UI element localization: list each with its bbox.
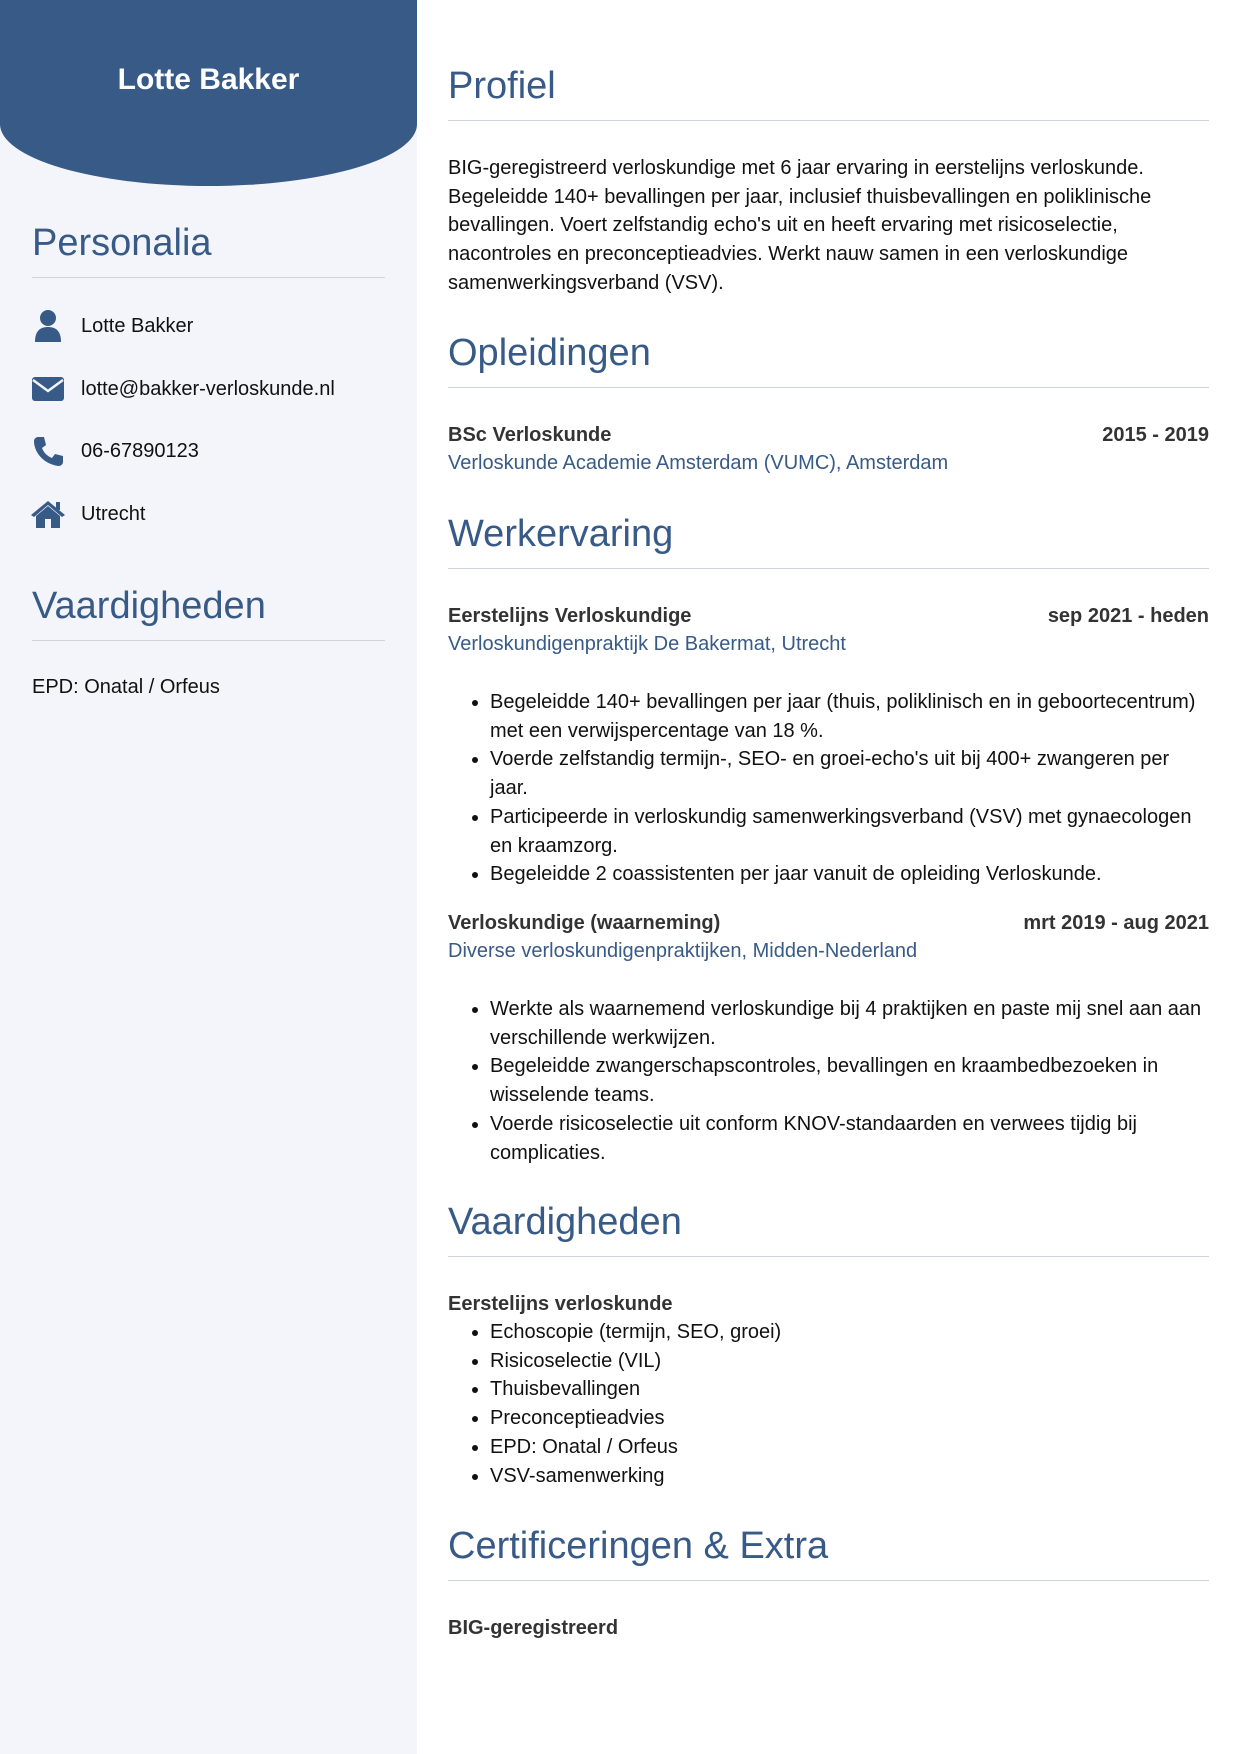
list-item: • Werkte als waarnemend verloskundige bij 4 praktijken en paste mij snel aan aan verschillende werkwijzen. (490, 995, 1209, 1052)
personalia-title: Personalia (32, 222, 385, 278)
list-item: • Preconceptieadvies (490, 1404, 1209, 1433)
user-icon (30, 308, 66, 344)
contact-location-row (30, 496, 145, 532)
sidebar (0, 0, 417, 1754)
job-1-dates: sep 2021 - heden (1047, 605, 1209, 627)
candidate-name: Lotte Bakker (117, 63, 300, 96)
contact-email-row (30, 371, 335, 407)
skills-title: Vaardigheden (448, 1201, 1209, 1257)
job-2-header (448, 912, 1209, 935)
list-item: • Voerde zelfstandig termijn-, SEO- en groei-echo's uit bij 400+ zwangeren per jaar. (490, 745, 1209, 802)
list-item: • EPD: Onatal / Orfeus (490, 1433, 1209, 1462)
sidebar-skills-title: Vaardigheden (32, 585, 385, 641)
profile-text: BIG-geregistreerd verloskundige met 6 jaar ervaring in eerstelijns verloskunde. Begeleidde 140+ bevallingen per jaar, inclusief thuisbevallingen en poliklinische bevallingen. Voert zelfstandig echo's uit en heeft ervaring met risicoselectie, nacontroles en preconceptieadvies. Werkt nauw samen in een verloskundige samenwerkingsverband (VSV). (448, 157, 1152, 294)
home-icon (30, 496, 66, 532)
education-institution: Verloskunde Academie Amsterdam (VUMC), Amsterdam (448, 452, 949, 474)
list-item: • Begeleidde 140+ bevallingen per jaar (thuis, poliklinisch en in geboortecentrum) met een verwijspercentage van 18 %. (490, 688, 1209, 745)
job-1-header (448, 605, 1209, 628)
list-item: • Risicoselectie (VIL) (490, 1347, 1209, 1376)
list-item: • Begeleidde zwangerschapscontroles, bevallingen en kraambedbezoeken in wisselende teams. (490, 1052, 1209, 1109)
education-entry-header (448, 424, 1209, 447)
job-1-bullets (448, 688, 1209, 889)
education-dates: 2015 - 2019 (1102, 424, 1209, 446)
sidebar-skill-item: EPD: Onatal / Orfeus (32, 676, 220, 698)
list-item: • VSV-samenwerking (490, 1462, 1209, 1491)
job-1-org: Verloskundigenpraktijk De Bakermat, Utrecht (448, 633, 846, 655)
phone-icon (30, 433, 66, 469)
list-item: • Echoscopie (termijn, SEO, groei) (490, 1318, 1209, 1347)
certification-item: BIG-geregistreerd (448, 1617, 619, 1639)
contact-phone[interactable]: 06-67890123 (81, 439, 199, 462)
list-item: • Voerde risicoselectie uit conform KNOV-standaarden en verwees tijdig bij complicaties. (490, 1110, 1209, 1167)
skills-list (448, 1318, 1209, 1490)
job-2-bullets (448, 995, 1209, 1167)
contact-name: Lotte Bakker (81, 314, 194, 337)
contact-name-row (30, 308, 193, 344)
contact-location: Utrecht (81, 502, 146, 525)
contact-email[interactable]: lotte@bakker-verloskunde.nl (81, 377, 335, 400)
job-2-role: Verloskundige (waarneming) (448, 912, 721, 934)
list-item: • Participeerde in verloskundig samenwerkingsverband (VSV) met gynaecologen en kraamzorg. (490, 803, 1209, 860)
list-item: • Thuisbevallingen (490, 1375, 1209, 1404)
contact-phone-row (30, 433, 199, 469)
profile-title: Profiel (448, 65, 1209, 121)
job-1-role: Eerstelijns Verloskundige (448, 605, 692, 627)
skills-group-title: Eerstelijns verloskunde (448, 1293, 673, 1315)
job-2-org: Diverse verloskundigenpraktijken, Midden-Nederland (448, 940, 918, 962)
envelope-icon (30, 371, 66, 407)
education-title: Opleidingen (448, 332, 1209, 388)
experience-title: Werkervaring (448, 513, 1209, 569)
certifications-title: Certificeringen & Extra (448, 1525, 1209, 1581)
list-item: • Begeleidde 2 coassistenten per jaar vanuit de opleiding Verloskunde. (490, 860, 1209, 889)
job-2-dates: mrt 2019 - aug 2021 (1023, 912, 1209, 934)
education-degree: BSc Verloskunde (448, 424, 612, 446)
